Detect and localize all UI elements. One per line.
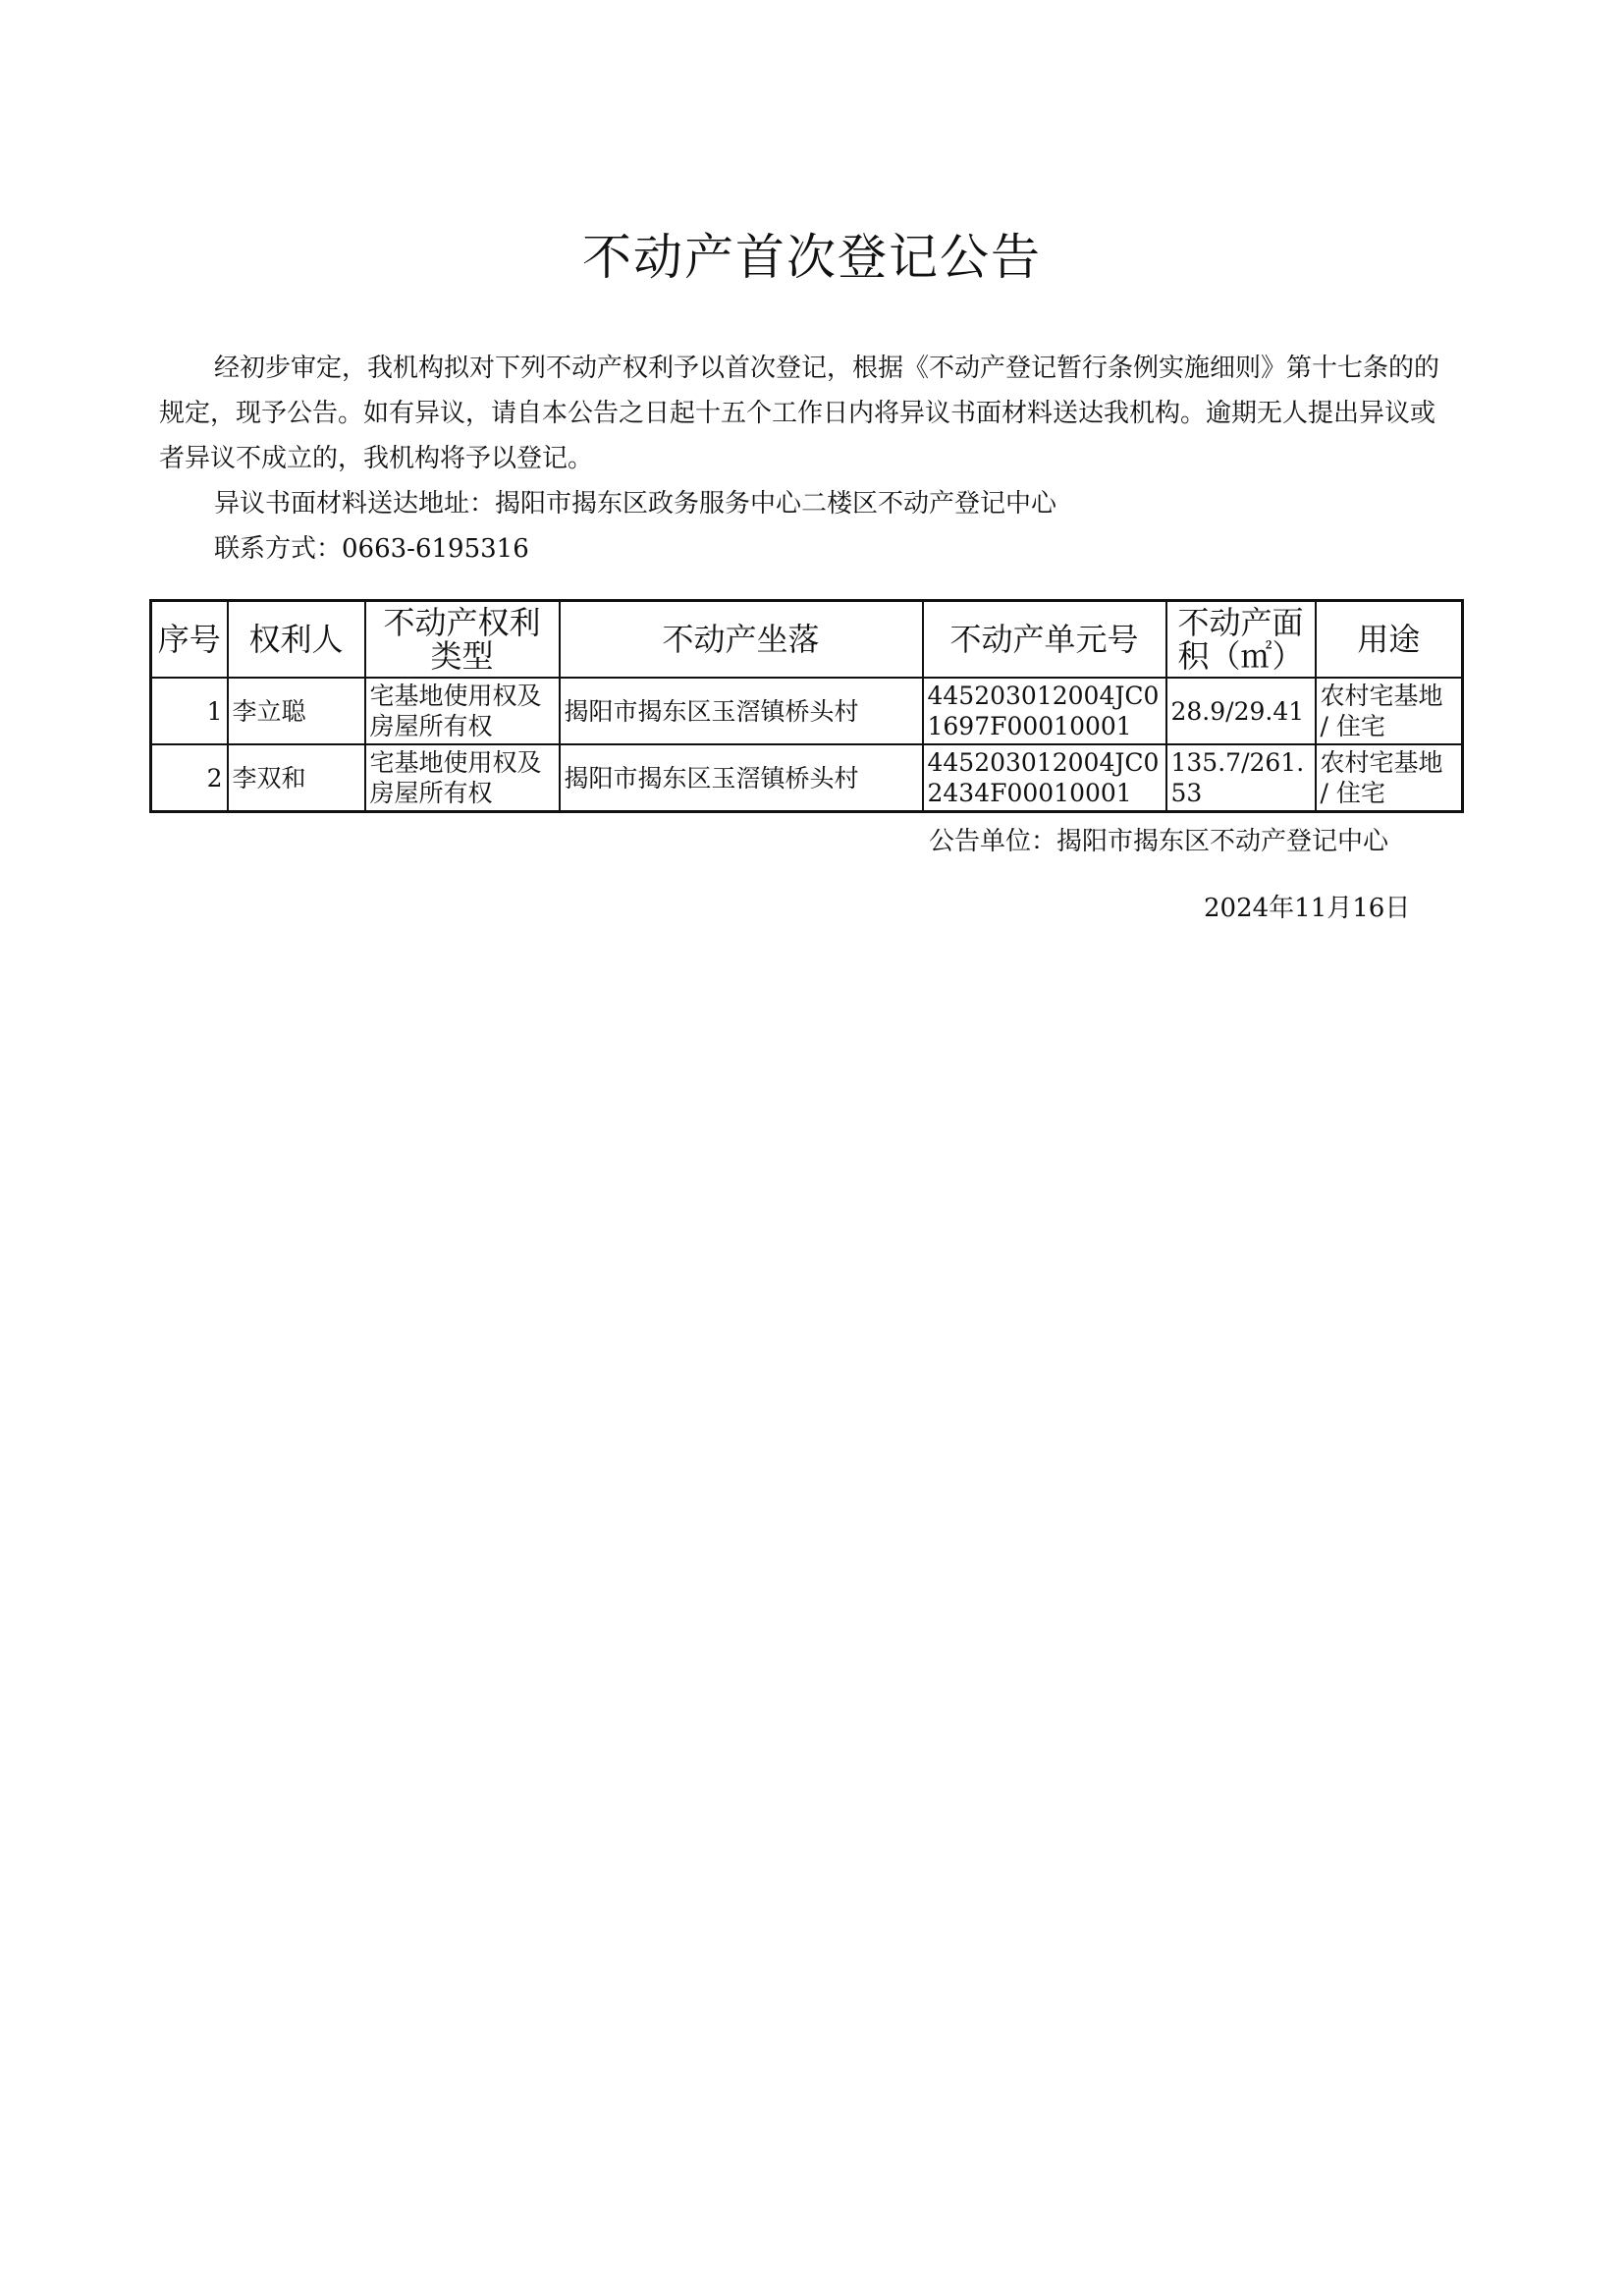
page-title: 不动产首次登记公告 [582, 229, 1042, 286]
cell-location: 揭阳市揭东区玉滘镇桥头村 [560, 678, 923, 744]
table-row [151, 678, 1463, 744]
header-index: 序号 [151, 601, 228, 679]
cell-right-type: 宅基地使用权及房屋所有权 [365, 744, 560, 812]
intro-paragraph: 经初步审定，我机构拟对下列不动产权利予以首次登记，根据《不动产登记暂行条例实施细则》第十七条的的规定，现予公告。如有异议，请自本公告之日起十五个工作日内将异议书面材料送达我机构。逾期无人提出异议或者异议不成立的，我机构将予以登记。 [159, 354, 1440, 473]
intro-text [159, 346, 1455, 572]
contact-info: 联系方式：0663-6195316 [214, 534, 529, 564]
table-row [151, 744, 1463, 812]
objection-address: 异议书面材料送达地址：揭阳市揭东区政务服务中心二楼区不动产登记中心 [214, 489, 1057, 519]
header-location: 不动产坐落 [560, 601, 923, 679]
cell-right-type: 宅基地使用权及房屋所有权 [365, 678, 560, 744]
issuing-unit: 公告单位：揭阳市揭东区不动产登记中心 [929, 827, 1389, 856]
issue-date: 2024年11月16日 [1204, 894, 1411, 923]
cell-usage: 农村宅基地 / 住宅 [1316, 744, 1463, 812]
cell-unit-number: 445203012004JC02434F00010001 [923, 744, 1166, 812]
registration-table [149, 599, 1464, 813]
table-header-row [151, 601, 1463, 679]
header-usage: 用途 [1316, 601, 1463, 679]
header-owner: 权利人 [228, 601, 365, 679]
cell-location: 揭阳市揭东区玉滘镇桥头村 [560, 744, 923, 812]
cell-index: 2 [151, 744, 228, 812]
cell-usage: 农村宅基地 / 住宅 [1316, 678, 1463, 744]
cell-index: 1 [151, 678, 228, 744]
header-area: 不动产面积（㎡） [1166, 601, 1316, 679]
cell-area: 28.9/29.41 [1166, 678, 1316, 744]
header-right-type: 不动产权利类型 [365, 601, 560, 679]
cell-unit-number: 445203012004JC01697F00010001 [923, 678, 1166, 744]
cell-owner: 李立聪 [228, 678, 365, 744]
cell-area: 135.7/261.53 [1166, 744, 1316, 812]
cell-owner: 李双和 [228, 744, 365, 812]
header-unit-number: 不动产单元号 [923, 601, 1166, 679]
